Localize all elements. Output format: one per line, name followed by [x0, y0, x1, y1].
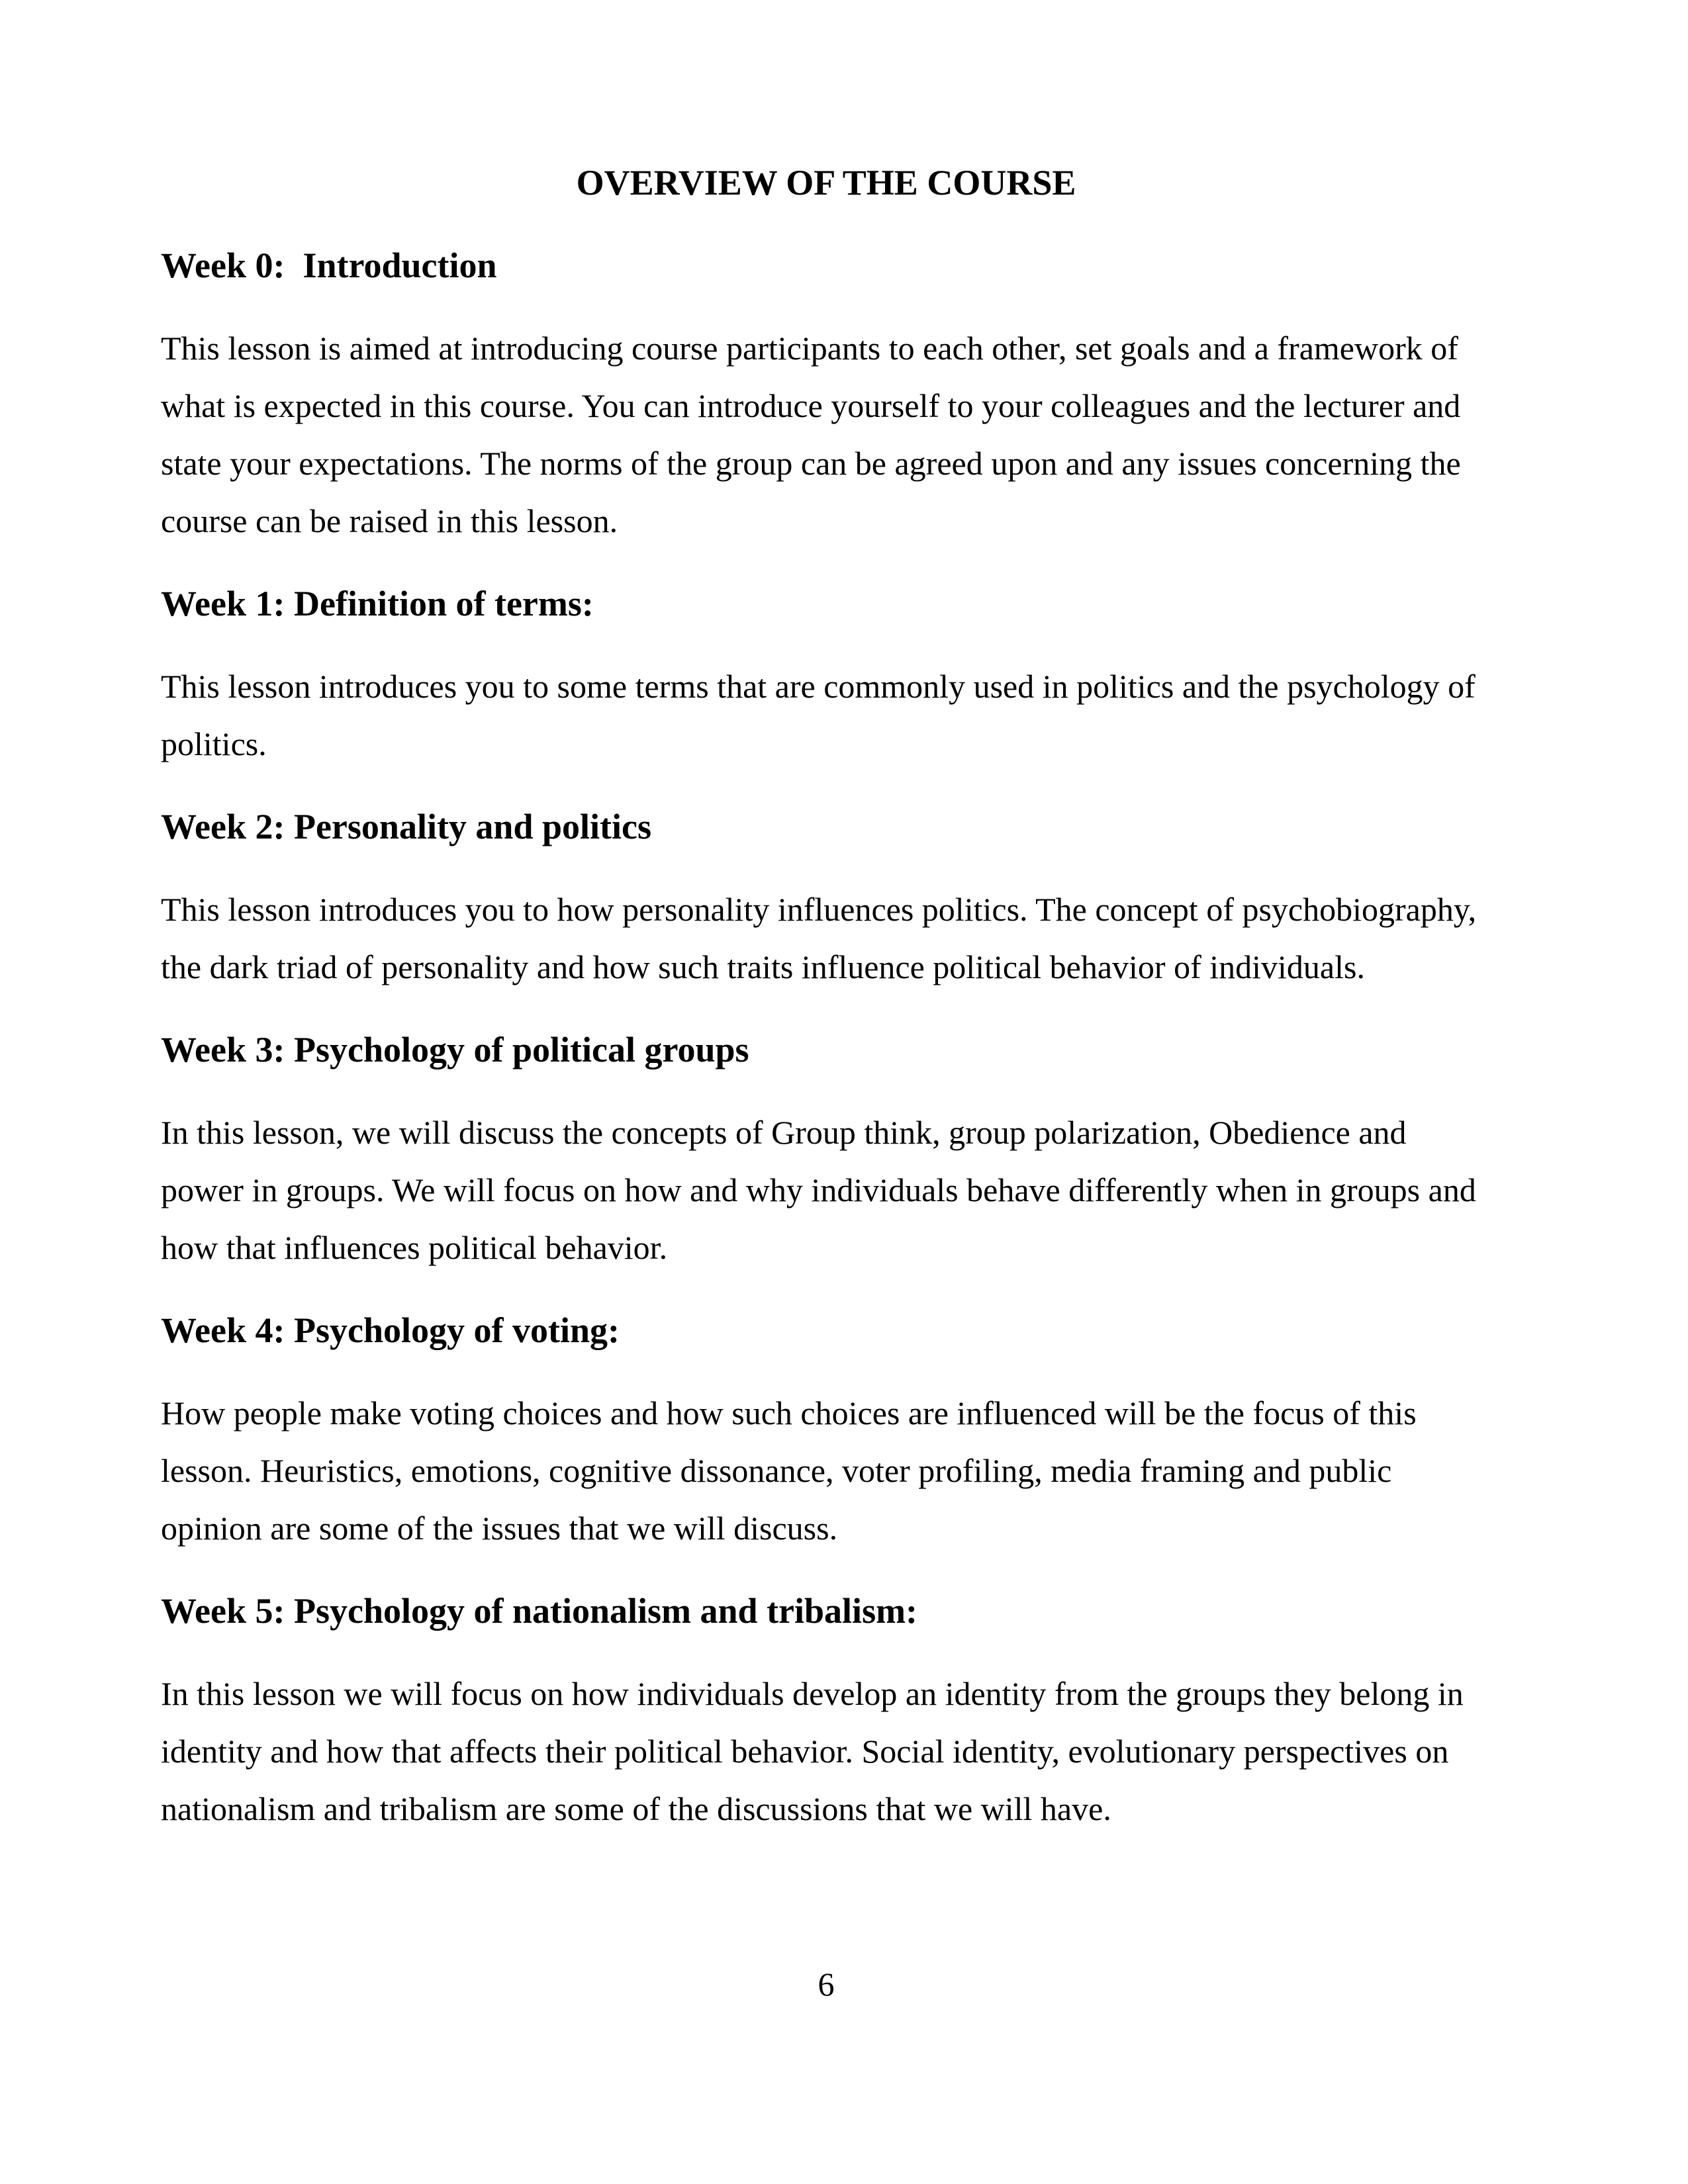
section-paragraph: In this lesson we will focus on how individuals develop an identity from the groups they belong in identity and how that affects their political behavior. Social identity, evolutionary perspectives on nationalism and tribalism are some of the discussions that we will have.	[161, 1675, 1464, 1827]
section-week-2	[161, 798, 1491, 996]
section-heading: Week 3: Psychology of political groups	[161, 1030, 749, 1069]
section-paragraph: This lesson introduces you to how personality influences politics. The concept of psychobiography, the dark triad of personality and how such traits influence political behavior of individuals.	[161, 891, 1477, 985]
section-paragraph: This lesson is aimed at introducing course participants to each other, set goals and a framework of what is expected in this course. You can introduce yourself to your colleagues and the lecturer and state your expectations. The norms of the group can be agreed upon and any issues concerning the course can be raised in this lesson.	[161, 330, 1461, 539]
section-week-4	[161, 1302, 1491, 1557]
page-number: 6	[818, 1966, 835, 2003]
document-content	[161, 154, 1491, 1863]
section-paragraph: How people make voting choices and how such choices are influenced will be the focus of this lesson. Heuristics, emotions, cognitive dissonance, voter profiling, media framing and public opinion are some of the issues that we will discuss.	[161, 1394, 1417, 1547]
page-title: OVERVIEW OF THE COURSE	[576, 163, 1076, 203]
section-heading: Week 5: Psychology of nationalism and tribalism:	[161, 1591, 918, 1631]
section-week-5	[161, 1582, 1491, 1838]
section-heading: Week 2: Personality and politics	[161, 807, 651, 846]
section-week-0	[161, 237, 1491, 550]
section-heading: Week 0: Introduction	[161, 246, 497, 285]
section-paragraph: This lesson introduces you to some terms that are commonly used in politics and the psychology of politics.	[161, 668, 1476, 762]
section-heading: Week 4: Psychology of voting:	[161, 1310, 620, 1350]
section-paragraph: In this lesson, we will discuss the concepts of Group think, group polarization, Obedience and power in groups. We will focus on how and why individuals behave differently when in groups and how that influences political behavior.	[161, 1114, 1476, 1266]
section-week-3	[161, 1021, 1491, 1277]
section-week-1	[161, 575, 1491, 773]
section-heading: Week 1: Definition of terms:	[161, 584, 594, 623]
